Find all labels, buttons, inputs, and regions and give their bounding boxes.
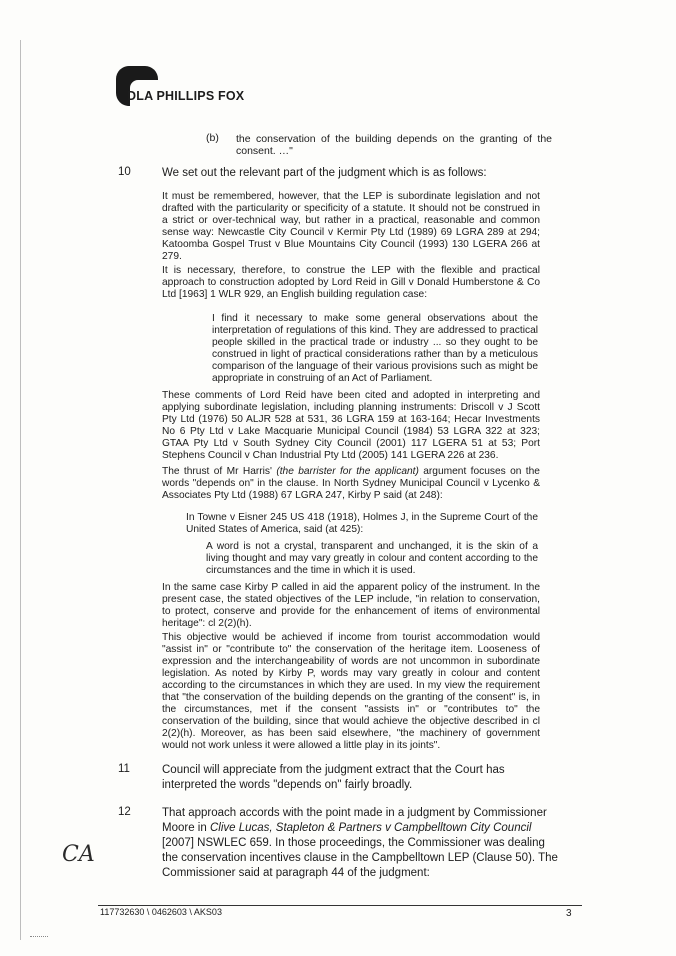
barrister-note: (the barrister for the applicant) [276,466,419,477]
quote-item-label: (b) [206,132,219,144]
logo-text: DLA PHILLIPS FOX [127,89,245,103]
scan-edge-line [20,40,21,940]
judgment-paragraph-5: In the same case Kirby P called in aid the apparent policy of the instrument. In the present case, the stated objectives of the LEP include, "in relation to conservation, to protect, conserve and provide for the enhancement of items of environmental heritage": cl 2(2)(h). [162,582,540,629]
handwritten-initials: CA [62,842,95,867]
judgment-paragraph-6: This objective would be achieved if income from tourist accommodation would "assist in" or "contribute to" the conservation of the heritage item. Looseness of expression and the interchangeability of words are not uncommon in subordinate legislation. As noted by Kirby P, words may vary greatly in colour and content according to the circumstances in which they are used. In my view the requirement that "the conservation of the building depends on the granting of the consent" is, in the circumstances, met if the consent "assists in" or "contributes to" the conservation of the building, since that would achieve the objective described in cl 2(2)(h). Moreover, as has been said elsewhere, "the machinery of government would not work unless it were allowed a little play in its joints". [162,632,540,751]
paragraph-10-intro: We set out the relevant part of the judgment which is as follows: [162,167,487,179]
page-number: 3 [566,908,572,919]
paragraph-number-11: 11 [118,763,130,775]
paragraph-11-text: Council will appreciate from the judgment extract that the Court has interpreted the words "depends on" fairly broadly. [162,764,505,791]
judgment-quote-lord-reid: I find it necessary to make some general observations about the interpretation of regulations of this kind. They are addressed to practical people skilled in the practical trade or industry ... so they ought to be construed in light of practical considerations rather than by a meticulous comparison of the language of their various provisions such as might be appropriate in construing of an Act of Parliament. [212,313,538,384]
judgment-paragraph-3: These comments of Lord Reid have been cited and adopted in interpreting and applying subordinate legislation, including planning instruments: Driscoll v J Scott Pty Ltd (1976) 50 ALJR 528 at 531, 36 LGRA 159 at 163-164; Hecar Investments No 6 Pty Ltd v Lake Macquarie Municipal Council (1984) 53 LGRA 322 at 323; GTAA Pty Ltd v South Sydney City Council (2001) 117 LGERA 51 at 53; Port Stephens Council v Chan Industrial Pty Ltd (2005) 141 LGERA 226 at 236. [162,390,540,461]
document-reference: 117732630 \ 0462603 \ AKS03 [100,907,222,917]
scan-mark [30,936,48,937]
paragraph-12-text: That approach accords with the point made in a judgment by Commissioner Moore in Clive Lucas, Stapleton & Partners v Campbelltown City Council [2007] NSWLEC 659. In those proceedings, the Commissioner was dealing the conservation incentives clause in the Campbelltown LEP (Clause 50). The Commissioner said at paragraph 44 of the judgment: [162,807,558,879]
footer-rule [98,905,582,906]
case-citation: Clive Lucas, Stapleton & Partners v Campbelltown City Council [209,822,532,834]
judgment-paragraph-2: It is necessary, therefore, to construe the LEP with the flexible and practical approach to construction adopted by Lord Reid in Gill v Donald Humberstone & Co Ltd [1963] 1 WLR 929, an English building regulation case: [162,265,540,300]
judgment-quote-holmes: A word is not a crystal, transparent and unchanged, it is the skin of a living thought and may vary greatly in colour and content according to the circumstances and the time in which it is used. [206,541,538,576]
judgment-paragraph-4: The thrust of Mr Harris' (the barrister for the applicant) argument focuses on the words "depends on" in the clause. In North Sydney Municipal Council v Lycenko & Associates Pty Ltd (1988) 67 LGRA 247, Kirby P said (at 248): [162,466,540,501]
judgment-quote-towne: In Towne v Eisner 245 US 418 (1918), Holmes J, in the Supreme Court of the United States of America, said (at 425): [186,512,538,535]
paragraph-number-12: 12 [118,806,131,818]
quote-item-text: the conservation of the building depends on the granting of the consent. …" [236,133,552,157]
paragraph-number-10: 10 [118,166,131,178]
judgment-paragraph-1: It must be remembered, however, that the LEP is subordinate legislation and not drafted with the particularity or specificity of a statute. It should not be construed in a strict or over-technical way, but rather in a practical, reasonable and common sense way: Newcastle City Council v Kermir Pty Ltd (1989) 69 LGRA 289 at 294; Katoomba Gospel Trust v Blue Mountains City Council (1993) 130 LGERA 266 at 279. [162,191,540,262]
